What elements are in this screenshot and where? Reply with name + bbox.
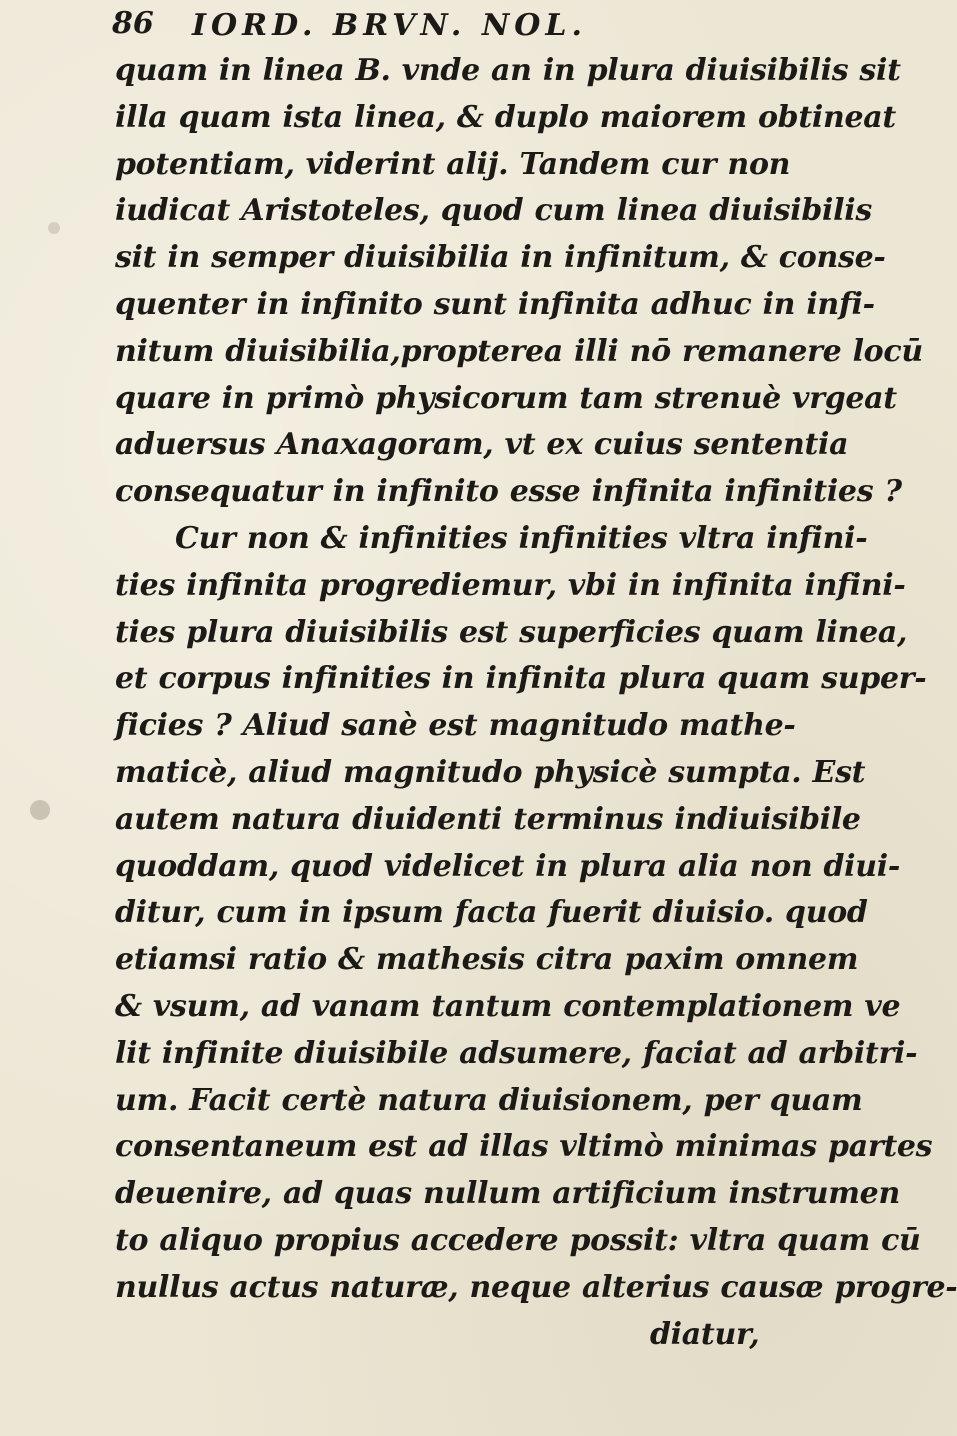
text-line: et corpus infinities in infinita plura quam super- <box>115 661 927 697</box>
text-line: iudicat Aristoteles, quod cum linea diuisibilis <box>115 193 872 229</box>
text-line: ficies ? Aliud sanè est magnitudo mathe- <box>115 708 796 744</box>
text-line: illa quam ista linea, & duplo maiorem obtineat <box>115 99 896 135</box>
text-line: sit in semper diuisibilia in infinitum, & conse- <box>115 240 886 276</box>
page-number: 86 <box>112 6 154 41</box>
text-line: consentaneum est ad illas vltimò minimas partes <box>115 1129 933 1165</box>
text-line: aduersus Anaxagoram, vt ex cuius sententia <box>115 427 849 463</box>
text-line: ties infinita progrediemur, vbi in infinita infini- <box>115 567 906 603</box>
text-line: quoddam, quod videlicet in plura alia non diui- <box>115 848 901 884</box>
text-line: lit infinite diuisibile adsumere, faciat ad arbitri- <box>115 1035 918 1071</box>
running-head: IORD. BRVN. NOL. <box>192 8 587 43</box>
text-line: etiamsi ratio & mathesis citra paxim omnem <box>115 942 859 978</box>
text-line: quare in primò physicorum tam strenuè vrgeat <box>115 380 897 416</box>
page-header <box>112 6 792 46</box>
text-line: ditur, cum in ipsum facta fuerit diuisio. quod <box>115 895 868 931</box>
text-line: consequatur in infinito esse infinita infinities ? <box>115 474 902 510</box>
text-line: maticè, aliud magnitudo physicè sumpta. Est <box>115 754 866 790</box>
text-line: quenter in infinito sunt infinita adhuc in infi- <box>115 286 875 322</box>
text-line: & vsum, ad vanam tantum contemplationem ve <box>115 988 901 1024</box>
text-line: nitum diuisibilia,propterea illi nō remanere locū <box>115 333 923 369</box>
text-line: to aliquo propius accedere possit: vltra quam cū <box>115 1222 921 1258</box>
catchword-line: diatur, <box>650 1316 760 1352</box>
ink-stain <box>30 800 50 820</box>
text-line: deuenire, ad quas nullum artificium instrumen <box>115 1176 900 1212</box>
text-line: nullus actus naturæ, neque alterius causæ progre- <box>115 1269 957 1305</box>
text-line: potentiam, viderint alij. Tandem cur non <box>115 146 791 182</box>
text-line: ties plura diuisibilis est superficies quam linea, <box>115 614 908 650</box>
text-line: autem natura diuidenti terminus indiuisibile <box>115 801 861 837</box>
ink-stain <box>48 222 60 234</box>
text-line: um. Facit certè natura diuisionem, per quam <box>115 1082 863 1118</box>
body-text <box>115 48 957 1358</box>
text-line: Cur non & infinities infinities vltra infini- <box>175 520 868 556</box>
text-line: quam in linea B. vnde an in plura diuisibilis sit <box>115 53 901 88</box>
